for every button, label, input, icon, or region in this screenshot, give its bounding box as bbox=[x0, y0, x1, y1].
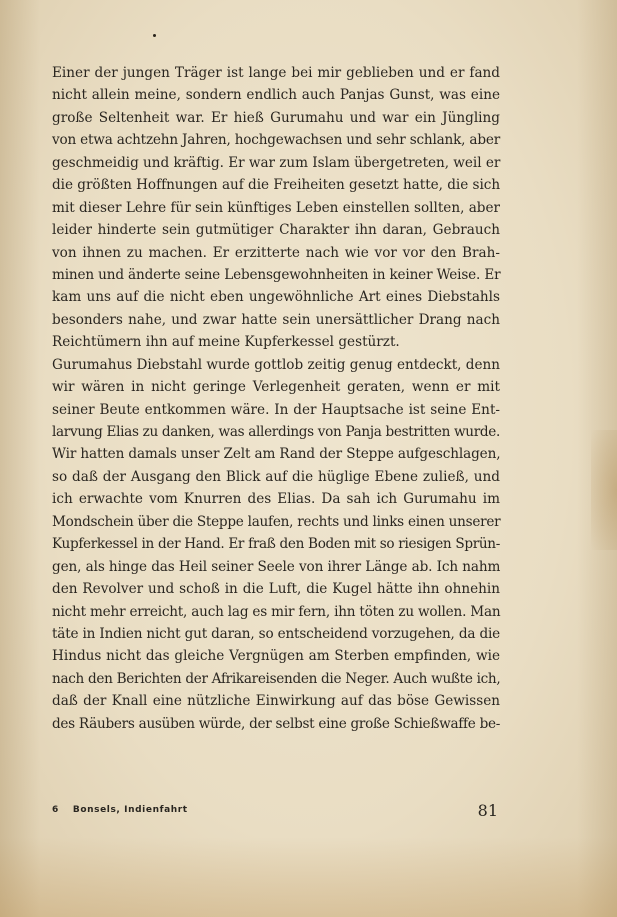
text-line: den Revolver und schoß in die Luft, die Kugel hätte ihn ohnehin bbox=[52, 581, 500, 598]
text-line: nicht mehr erreicht, auch lag es mir fern, ihn töten zu wollen. Man bbox=[52, 603, 501, 620]
text-line: seiner Beute entkommen wäre. In der Hauptsache ist seine Ent- bbox=[52, 401, 500, 418]
text-line: von ihnen zu machen. Er erzitterte nach wie vor vor den Brah- bbox=[52, 244, 500, 261]
text-line: Wir hatten damals unser Zelt am Rand der Steppe aufgeschlagen, bbox=[52, 446, 501, 463]
text-line: nach den Berichten der Afrikareisenden die Neger. Auch wußte ich, bbox=[52, 670, 501, 687]
page-bottom-stain bbox=[0, 837, 617, 917]
text-line: daß der Knall eine nützliche Einwirkung auf das böse Gewissen bbox=[52, 693, 500, 710]
text-line: gen, als hinge das Heil seiner Seele von ihrer Länge ab. Ich nahm bbox=[52, 558, 501, 575]
printer-signature bbox=[52, 805, 188, 815]
text-line: Hindus nicht das gleiche Vergnügen am Sterben empfinden, wie bbox=[52, 648, 500, 665]
text-line: kam uns auf die nicht eben ungewöhnliche Art eines Diebstahls bbox=[52, 289, 500, 306]
text-line: die größten Hoffnungen auf die Freiheiten gesetzt hatte, die sich bbox=[52, 177, 501, 194]
text-line: wir wären in nicht geringe Verlegenheit geraten, wenn er mit bbox=[52, 379, 500, 396]
page-edge-shadow-left bbox=[0, 0, 40, 917]
signature-text: Bonsels, Indienfahrt bbox=[72, 805, 188, 815]
page-right-stain bbox=[591, 430, 617, 550]
signature-number: 6 bbox=[52, 805, 59, 815]
text-line: Reichtümern ihn auf meine Kupferkessel gestürzt. bbox=[52, 334, 400, 351]
text-line: larvung Elias zu danken, was allerdings von Panja bestritten wurde. bbox=[52, 424, 500, 440]
text-line: Mondschein über die Steppe laufen, rechts und links einen unserer bbox=[52, 513, 501, 530]
text-line: Einer der jungen Träger ist lange bei mir geblieben und er fand bbox=[52, 65, 500, 81]
text-line: Gurumahus Diebstahl wurde gottlob zeitig genug entdeckt, denn bbox=[52, 356, 500, 373]
text-line: des Räubers ausüben würde, der selbst eine große Schießwaffe be- bbox=[52, 715, 501, 732]
text-line: Kupferkessel in der Hand. Er fraß den Boden mit so riesigen Sprün- bbox=[52, 536, 500, 553]
text-line: so daß der Ausgang den Blick auf die hüglige Ebene zuließ, und bbox=[52, 468, 500, 485]
ink-speck bbox=[153, 34, 156, 37]
text-line: ich erwachte vom Knurren des Elias. Da sah ich Gurumahu im bbox=[52, 491, 500, 508]
text-line: minen und änderte seine Lebensgewohnheiten in keiner Weise. Er bbox=[52, 266, 501, 283]
text-line: nicht allein meine, sondern endlich auch Panjas Gunst, was eine bbox=[52, 87, 500, 104]
text-line: besonders nahe, und zwar hatte sein unersättlicher Drang nach bbox=[52, 311, 500, 328]
text-line: von etwa achtzehn Jahren, hochgewachsen und sehr schlank, aber bbox=[52, 132, 500, 149]
text-line: große Seltenheit war. Er hieß Gurumahu und war ein Jüngling bbox=[52, 109, 500, 126]
page-number: 81 bbox=[477, 801, 498, 820]
text-line: mit dieser Lehre für sein künftiges Leben einstellen sollten, aber bbox=[52, 199, 500, 216]
text-line: täte in Indien nicht gut daran, so entscheidend vorzugehen, da die bbox=[52, 625, 500, 642]
body-text bbox=[52, 62, 500, 735]
text-line: leider hinderte sein gutmütiger Charakter ihn daran, Gebrauch bbox=[52, 222, 500, 239]
text-line: geschmeidig und kräftig. Er war zum Islam übergetreten, weil er bbox=[52, 154, 501, 171]
page-footer bbox=[52, 801, 500, 825]
